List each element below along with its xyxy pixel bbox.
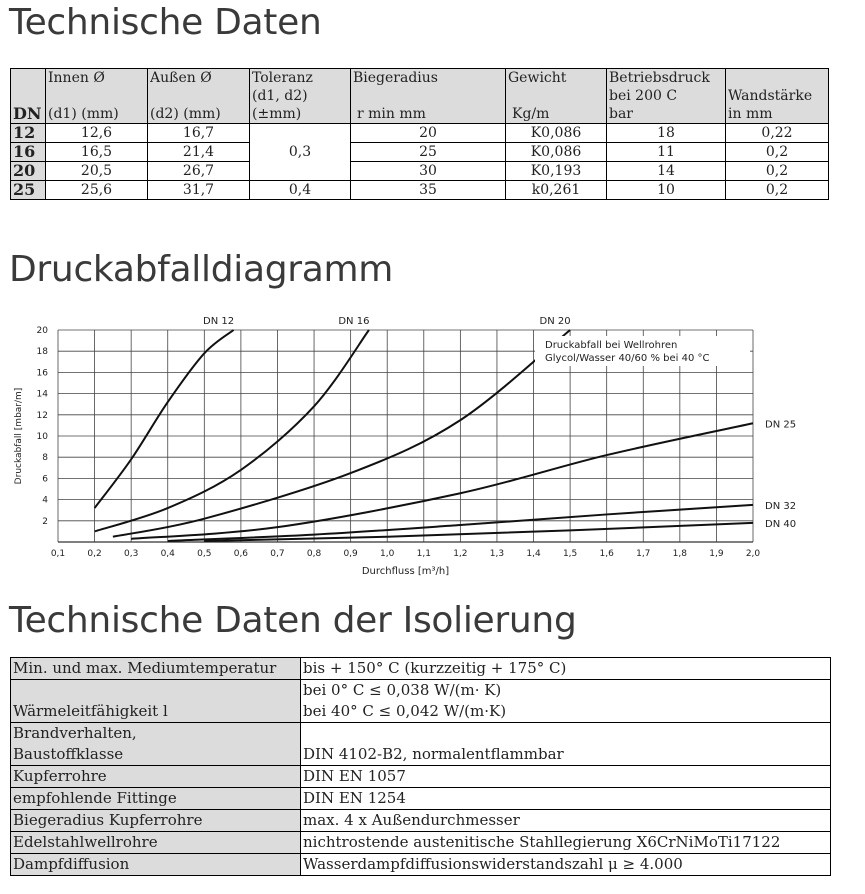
table-row	[11, 766, 831, 788]
insulation-value: DIN 4102-B2, normalentflammbar	[301, 723, 831, 766]
insulation-value: bis + 150° C (kurzzeitig + 175° C)	[301, 658, 831, 680]
heading-insulation: Technische Daten der Isolierung	[9, 600, 577, 641]
y-tick-labels	[37, 326, 49, 527]
x-tick-label: 1,2	[453, 549, 468, 559]
x-tick-label: 1,0	[380, 549, 395, 559]
series-line	[113, 330, 570, 537]
cell-outer: 21,4	[148, 143, 250, 162]
header-tolerance: Toleranz (d1, d2) (±mm)	[250, 69, 351, 124]
insulation-value: nichtrostende austenitische Stahllegierung X6CrNiMoTi17122	[301, 832, 831, 854]
insulation-label: Biegeradius Kupferrohre	[11, 810, 301, 832]
series-label: DN 12	[203, 316, 235, 327]
cell-weight: k0,261	[506, 181, 607, 200]
y-tick-label: 6	[42, 474, 48, 485]
insulation-value: max. 4 x Außendurchmesser	[301, 810, 831, 832]
series-label: DN 40	[765, 518, 797, 530]
y-tick-label: 2	[42, 516, 48, 527]
header-pressure: Betriebsdruck bei 200 C bar	[607, 69, 726, 124]
cell-weight: K0,086	[506, 143, 607, 162]
series-label: DN 25	[765, 419, 797, 431]
x-tick-label: 1,6	[599, 549, 614, 559]
specs-header-row	[11, 69, 829, 124]
x-tick-label: 0,8	[306, 549, 322, 559]
y-tick-label: 10	[36, 432, 48, 442]
cell-pressure: 10	[607, 181, 726, 200]
x-tick-label: 1,3	[489, 549, 505, 559]
x-tick-label: 1,9	[709, 549, 724, 559]
header-wall: Wandstärke in mm	[726, 69, 829, 124]
y-tick-label: 4	[42, 495, 48, 506]
cell-bend: 25	[351, 143, 506, 162]
heading-technical-data: Technische Daten	[9, 2, 322, 43]
insulation-value: bei 0° C ≤ 0,038 W/(m· K) bei 40° C ≤ 0,042 W/(m·K)	[301, 680, 831, 723]
x-tick-label: 0,5	[197, 549, 212, 559]
cell-dn: 20	[11, 162, 46, 181]
x-tick-label: 1,1	[416, 549, 431, 559]
header-dn: DN	[11, 69, 46, 124]
insulation-label: Edelstahlwellrohre	[11, 832, 301, 854]
y-tick-label: 18	[36, 347, 48, 358]
cell-dn: 25	[11, 181, 46, 200]
cell-outer: 26,7	[148, 162, 250, 181]
insulation-label: Dampfdiffusion	[11, 854, 301, 876]
y-tick-label: 14	[36, 389, 48, 400]
table-row	[11, 143, 829, 162]
x-tick-label: 0,6	[233, 549, 249, 559]
insulation-value: Wasserdampfdiffusionswiderstandszahl μ ≥ 4.000	[301, 854, 831, 876]
y-tick-label: 8	[42, 453, 48, 464]
insulation-label: Kupferrohre	[11, 766, 301, 788]
x-tick-label: 0,9	[343, 549, 358, 559]
heading-pressure-drop: Druckabfalldiagramm	[9, 249, 394, 290]
y-tick-label: 12	[36, 410, 48, 421]
table-row	[11, 810, 831, 832]
cell-weight: K0,193	[506, 162, 607, 181]
cell-wall: 0,2	[726, 162, 829, 181]
x-tick-label: 1,4	[526, 549, 541, 559]
chart-subtitle: Glycol/Wasser 40/60 % bei 40 °C	[545, 353, 710, 364]
x-axis-label: Durchfluss [m³/h]	[361, 566, 450, 577]
header-inner: Innen Ø (d1) (mm)	[46, 69, 148, 124]
cell-outer: 31,7	[148, 181, 250, 200]
series-line	[95, 330, 369, 531]
cell-dn: 12	[11, 124, 46, 143]
cell-inner: 12,6	[46, 124, 148, 143]
table-row	[11, 854, 831, 876]
y-tick-label: 20	[36, 326, 48, 336]
table-row	[11, 680, 831, 723]
cell-tolerance-group: 0,3	[250, 124, 351, 181]
cell-wall: 0,2	[726, 181, 829, 200]
y-axis-label: Druckabfall [mbar/m]	[14, 387, 24, 485]
series-label: DN 32	[765, 500, 797, 512]
table-row	[11, 832, 831, 854]
cell-pressure: 14	[607, 162, 726, 181]
series-label: DN 20	[539, 316, 571, 327]
cell-pressure: 11	[607, 143, 726, 162]
header-outer: Außen Ø (d2) (mm)	[148, 69, 250, 124]
series-label: DN 16	[338, 316, 370, 327]
pressure-drop-chart	[8, 312, 808, 582]
table-row	[11, 162, 829, 181]
table-row	[11, 658, 831, 680]
insulation-value: DIN EN 1254	[301, 788, 831, 810]
x-tick-label: 0,4	[160, 549, 175, 559]
insulation-label: empfohlende Fittinge	[11, 788, 301, 810]
header-bend-radius: Biegeradius r min mm	[351, 69, 506, 124]
x-tick-label: 0,7	[270, 549, 285, 559]
cell-wall: 0,22	[726, 124, 829, 143]
table-row	[11, 181, 829, 200]
cell-inner: 25,6	[46, 181, 148, 200]
table-row	[11, 124, 829, 143]
insulation-value: DIN EN 1057	[301, 766, 831, 788]
cell-bend: 30	[351, 162, 506, 181]
insulation-label: Wärmeleitfähigkeit l	[11, 680, 301, 723]
x-tick-label: 1,5	[562, 549, 578, 559]
x-tick-label: 0,3	[123, 549, 139, 559]
insulation-label: Brandverhalten, Baustoffklasse	[11, 723, 301, 766]
insulation-table	[10, 657, 831, 876]
cell-inner: 16,5	[46, 143, 148, 162]
table-row	[11, 788, 831, 810]
cell-dn: 16	[11, 143, 46, 162]
x-tick-label: 1,8	[672, 549, 688, 559]
insulation-label: Min. und max. Mediumtemperatur	[11, 658, 301, 680]
series-line	[95, 330, 234, 508]
specs-table	[10, 68, 829, 200]
y-tick-label: 16	[36, 368, 48, 379]
table-row	[11, 723, 831, 766]
x-tick-label: 2,0	[745, 549, 761, 559]
cell-outer: 16,7	[148, 124, 250, 143]
x-tick-label: 1,7	[636, 549, 651, 559]
x-tick-label: 0,2	[87, 549, 102, 559]
cell-weight: K0,086	[506, 124, 607, 143]
cell-bend: 20	[351, 124, 506, 143]
chart-title: Druckabfall bei Wellrohren	[545, 340, 678, 351]
cell-bend: 35	[351, 181, 506, 200]
cell-pressure: 18	[607, 124, 726, 143]
header-weight: Gewicht Kg/m	[506, 69, 607, 124]
cell-wall: 0,2	[726, 143, 829, 162]
cell-inner: 20,5	[46, 162, 148, 181]
x-tick-label: 0,1	[50, 549, 66, 559]
cell-tolerance: 0,4	[250, 181, 351, 200]
x-tick-labels	[51, 549, 761, 559]
